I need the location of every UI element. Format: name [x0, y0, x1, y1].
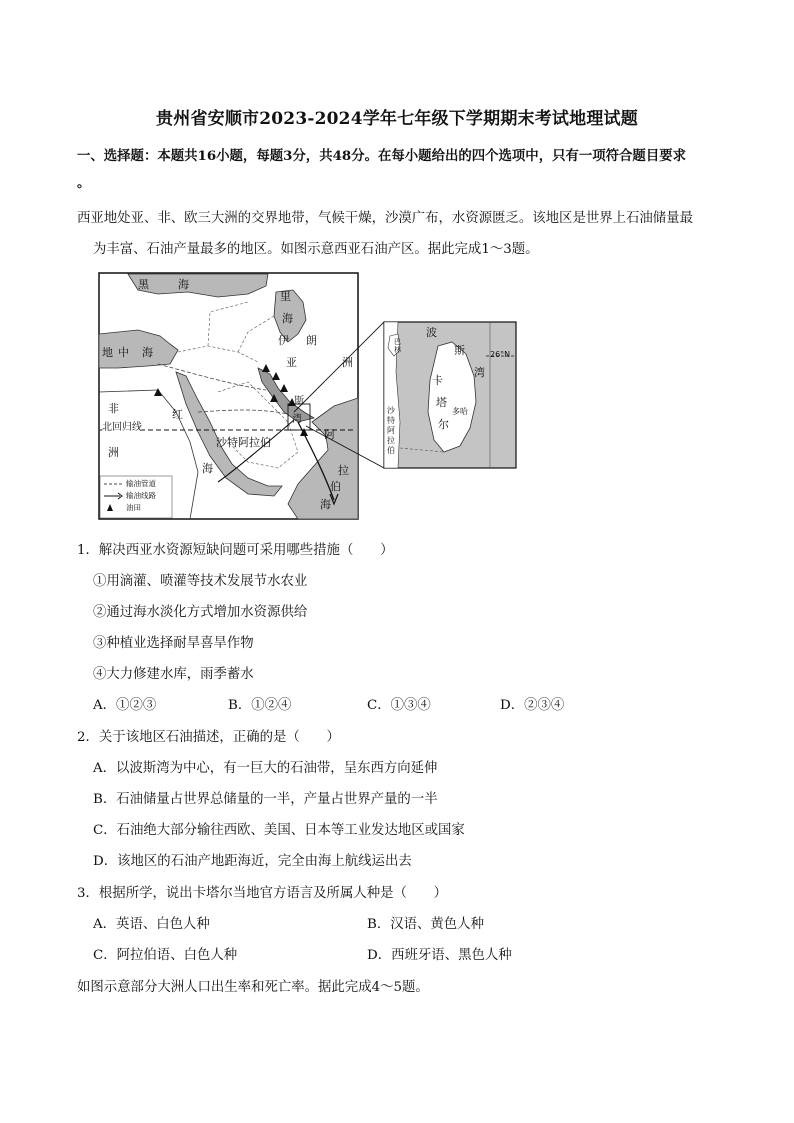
map-label-arabian-3: 伯: [330, 480, 341, 493]
map-label-gulf-small: 湾: [292, 414, 302, 425]
question-1-option-a: A．①②③: [93, 698, 157, 713]
map-label-tropic: 北回归线: [102, 418, 142, 433]
inset-label-wan: 湾: [474, 366, 485, 379]
map-label-red-sea-1: 红: [172, 408, 183, 421]
question-1-item-2: ②通过海水淡化方式增加水资源供给: [93, 605, 308, 620]
section-heading-tail: 。: [77, 175, 91, 191]
question-1-option-c: C．①③④: [367, 698, 431, 713]
map-label-red-sea-2: 海: [202, 462, 213, 475]
map-label-asia-1: 亚: [286, 356, 297, 369]
question-3-option-d: D．西班牙语、黑色人种: [367, 948, 512, 963]
map-label-saudi: 沙特阿拉伯: [216, 436, 271, 449]
map-label-arabian-2: 拉: [338, 464, 349, 477]
question-1-item-3: ③种植业选择耐旱喜旱作物: [93, 636, 254, 651]
question-2-option-b: B．石油储量占世界总储量的一半，产量占世界产量的一半: [93, 792, 438, 807]
legend-oilfield: 油田: [126, 503, 141, 512]
question-2-stem: 2．关于该地区石油描述，正确的是（ ）: [77, 730, 340, 745]
question-1-option-b: B．①②④: [228, 698, 292, 713]
question-3-option-c: C．阿拉伯语、白色人种: [93, 948, 238, 963]
map-label-med-2: 中: [118, 346, 129, 359]
map-label-asia-2: 洲: [342, 356, 353, 369]
question-2-option-d: D．该地区的石油产地距海近，完全由海上航线运出去: [93, 854, 412, 869]
question-1-item-1: ①用滴灌、喷灌等技术发展节水农业: [93, 574, 308, 589]
question-2-option-c: C．石油绝大部分输往西欧、美国、日本等工业发达地区或国家: [93, 823, 465, 838]
map-label-persian-small: 斯: [294, 396, 304, 407]
question-1-item-4: ④大力修建水库，雨季蓄水: [93, 667, 254, 682]
inset-label-bahrain: 巴林: [394, 338, 401, 354]
question-3-stem: 3．根据所学，说出卡塔尔当地官方语言及所属人种是（ ）: [77, 886, 448, 901]
inset-label-ka: 卡: [432, 374, 443, 387]
legend-route: 输油线路: [126, 491, 156, 500]
section-heading: 一、选择题：本题共16小题，每题3分，共48分。在每小题给出的四个选项中，只有一项符合题目要求: [77, 148, 686, 164]
question-2-option-a: A．以波斯湾为中心，有一巨大的石油带，呈东西方向延伸: [93, 761, 438, 776]
map-label-iran-2: 朗: [306, 334, 317, 347]
inset-label-doha: 多哈: [452, 407, 468, 416]
inset-label-bo: 波: [426, 326, 437, 339]
map-label-black-sea-1: 黑: [138, 278, 149, 291]
map-label-arabian-4: 海: [320, 498, 331, 511]
question-1-stem: 1．解决西亚水资源短缺问题可采用哪些措施（ ）: [77, 543, 394, 558]
intro-paragraph-line-1: 西亚地处亚、非、欧三大洲的交界地带，气候干燥，沙漠广布，水资源匮乏。该地区是世界上石油储量最: [77, 211, 693, 226]
question-3-option-a: A．英语、白色人种: [93, 917, 210, 932]
question-1-option-d: D．②③④: [500, 698, 565, 713]
map-label-iran-1: 伊: [278, 334, 289, 347]
map-label-black-sea-2: 海: [178, 278, 189, 291]
page-title: 贵州省安顺市2023-2024学年七年级下学期期末考试地理试题: [156, 109, 638, 129]
inset-label-er: 尔: [438, 418, 449, 431]
map-label-arabian-1: 阿: [324, 428, 335, 441]
map-label-africa-2: 洲: [108, 446, 119, 459]
intro-paragraph-2: 如图示意部分大洲人口出生率和死亡率。据此完成4～5题。: [77, 980, 429, 995]
inset-label-si: 斯: [454, 344, 465, 357]
map-label-caspian-1: 里: [280, 290, 291, 303]
inset-label-latitude: 26°N: [490, 350, 511, 359]
inset-label-saudi: 沙特阿拉伯: [387, 406, 395, 455]
map-label-caspian-2: 海: [282, 312, 293, 325]
map-label-med-1: 地: [102, 346, 113, 359]
west-asia-oil-map: [98, 272, 518, 520]
map-label-africa-1: 非: [108, 402, 119, 415]
inset-label-ta: 塔: [436, 396, 447, 409]
question-3-option-b: B．汉语、黄色人种: [367, 917, 484, 932]
map-label-med-3: 海: [142, 346, 153, 359]
intro-paragraph-line-2: 为丰富、石油产量最多的地区。如图示意西亚石油产区。据此完成1～3题。: [93, 242, 539, 257]
legend-pipeline: 输油管道: [126, 479, 156, 488]
